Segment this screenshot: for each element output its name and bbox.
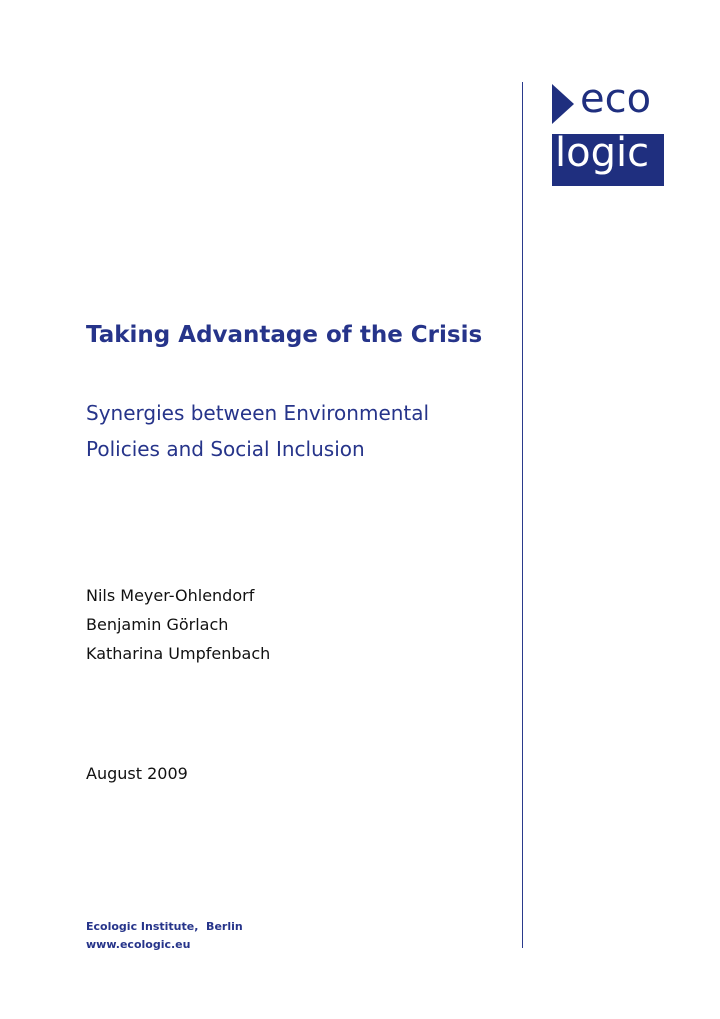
logo-bottom-word: logic xyxy=(555,130,650,176)
author-list xyxy=(86,581,270,668)
logo-triangle-icon xyxy=(552,84,574,124)
document-title: Taking Advantage of the Crisis xyxy=(86,322,483,348)
ecologic-logo xyxy=(552,76,664,186)
logo-bottom-block xyxy=(552,130,664,186)
document-subtitle xyxy=(86,395,506,467)
publisher-website: www.ecologic.eu xyxy=(86,938,191,951)
publisher-institute: Ecologic Institute, Berlin xyxy=(86,920,243,933)
author-name: Katharina Umpfenbach xyxy=(86,644,271,663)
publication-date: August 2009 xyxy=(86,764,188,783)
subtitle-line: Synergies between Environmental xyxy=(86,401,430,425)
author-name: Nils Meyer-Ohlendorf xyxy=(86,586,255,605)
logo-top-row xyxy=(552,76,664,130)
vertical-divider xyxy=(522,82,523,948)
author-name: Benjamin Görlach xyxy=(86,615,229,634)
subtitle-line: Policies and Social Inclusion xyxy=(86,437,365,461)
publisher-footer xyxy=(86,918,243,954)
logo-top-word: eco xyxy=(580,76,652,122)
